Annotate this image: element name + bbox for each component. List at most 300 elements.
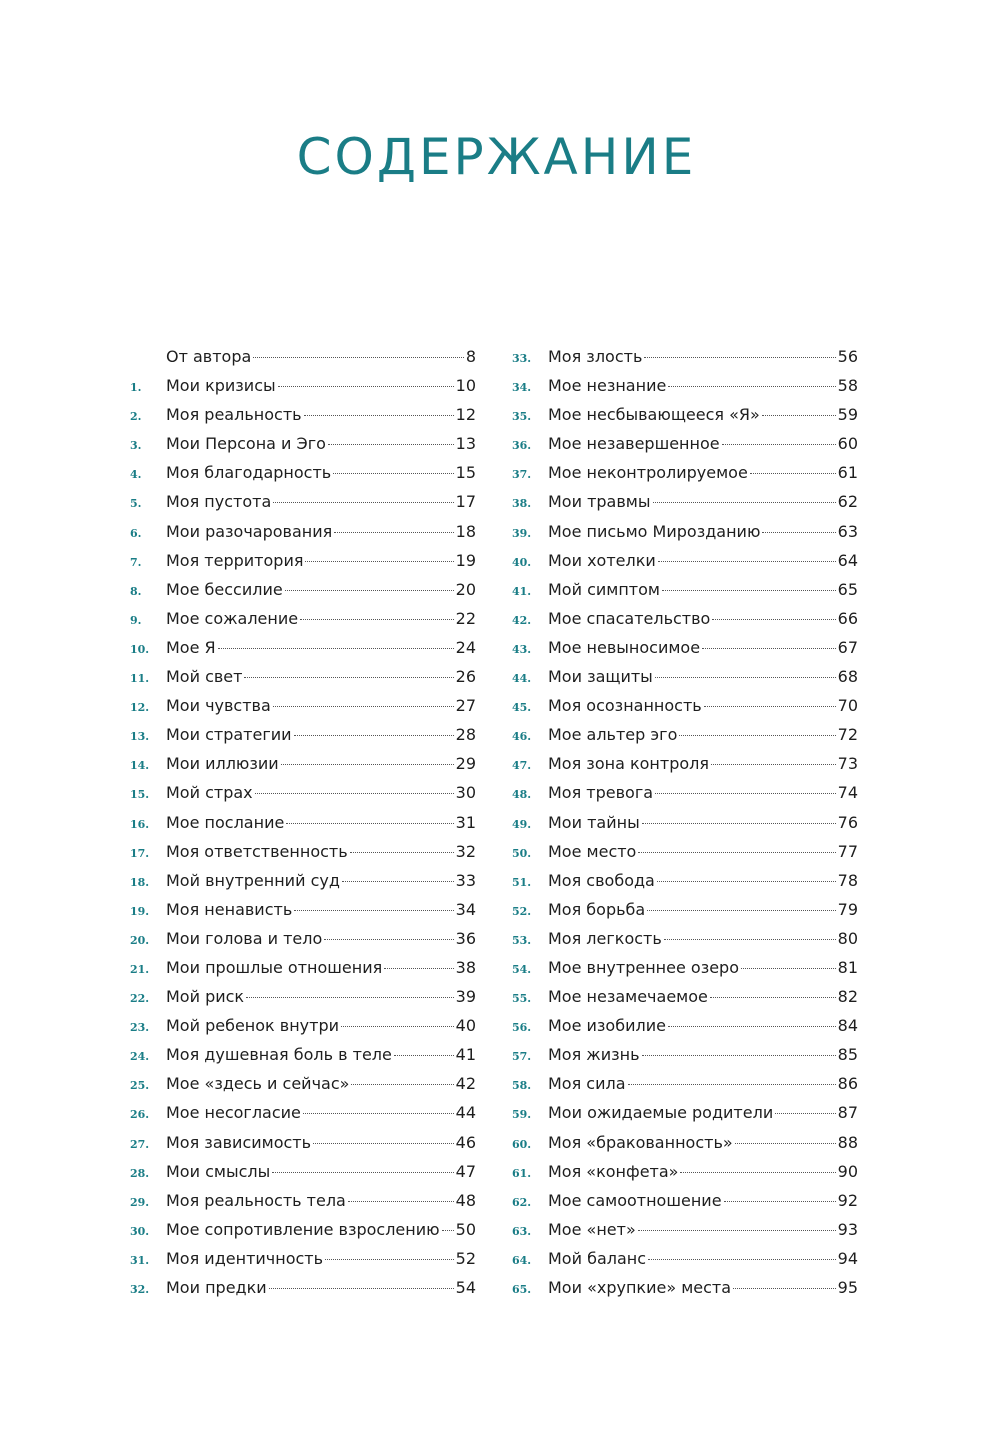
toc-entry-page-number: 88 (837, 1132, 858, 1152)
dot-leader (342, 881, 454, 882)
dot-leader (333, 473, 453, 474)
toc-entry-number: 17. (130, 846, 150, 860)
toc-entry-page-number: 70 (837, 696, 858, 716)
dot-leader (638, 852, 835, 853)
toc-entry (130, 749, 476, 778)
toc-entry (512, 953, 858, 982)
dot-leader (638, 1230, 836, 1231)
toc-entry-number: 63. (512, 1224, 532, 1238)
toc-entry-number: 42. (512, 613, 532, 627)
toc-entry-title: Мой ребенок внутри (166, 1016, 340, 1036)
toc-entry (512, 342, 858, 371)
toc-entry (130, 866, 476, 895)
toc-entry-title: Мои разочарования (166, 521, 333, 541)
toc-entry-title: Моя ответственность (166, 841, 348, 861)
toc-entry-page-number: 93 (837, 1219, 858, 1239)
toc-entry (130, 1011, 476, 1040)
toc-entry-title: Мое сопротивление взрослению (166, 1219, 440, 1239)
toc-entry-page-number: 38 (455, 957, 476, 977)
toc-entry-title: Мое неконтролируемое (548, 463, 748, 483)
toc-entry-number: 4. (130, 468, 142, 482)
toc-entry (512, 749, 858, 778)
dot-leader (281, 764, 454, 765)
toc-entry-title: Моя свобода (548, 870, 655, 890)
toc-entry-number: 16. (130, 817, 150, 831)
toc-entry-number: 53. (512, 933, 532, 947)
toc-entry-page-number: 20 (455, 579, 476, 599)
dot-leader (341, 1026, 454, 1027)
toc-entry-page-number: 92 (837, 1190, 858, 1210)
toc-entry-page-number: 27 (455, 696, 476, 716)
toc-entry-title: Мое послание (166, 812, 285, 832)
dot-leader (278, 386, 454, 387)
dot-leader (644, 357, 835, 358)
toc-entry-page-number: 32 (455, 841, 476, 861)
toc-entry-page-number: 66 (837, 608, 858, 628)
dot-leader (655, 793, 836, 794)
toc-entry-number: 46. (512, 730, 532, 744)
page-title: СОДЕРЖАНИЕ (296, 128, 697, 186)
toc-entry (130, 1098, 476, 1127)
toc-entry-page-number: 34 (455, 899, 476, 919)
toc-entry (130, 371, 476, 400)
toc-entry-page-number: 61 (837, 463, 858, 483)
toc-entry-number: 39. (512, 526, 532, 540)
dot-leader (655, 677, 836, 678)
toc-entry-title: Моя зона контроля (548, 754, 709, 774)
toc-entry-page-number: 80 (837, 928, 858, 948)
toc-entry (130, 895, 476, 924)
toc-entry-page-number: 31 (455, 812, 476, 832)
toc-entry-number: 38. (512, 497, 532, 511)
toc-entry-page-number: 77 (837, 841, 858, 861)
toc-entry-number: 43. (512, 642, 532, 656)
toc-entry-page-number: 28 (455, 725, 476, 745)
dot-leader (313, 1143, 454, 1144)
toc-entry-page-number: 82 (837, 987, 858, 1007)
toc-entry-number: 21. (130, 962, 150, 976)
toc-entry-title: Мои стратегии (166, 725, 292, 745)
toc-entry-page-number: 52 (455, 1248, 476, 1268)
dot-leader (648, 1259, 836, 1260)
toc-entry-page-number: 63 (837, 521, 858, 541)
toc-entry-title: Мои чувства (166, 696, 271, 716)
toc-entry-title: Моя пустота (166, 492, 272, 512)
toc-entry (130, 546, 476, 575)
toc-entry (512, 1069, 858, 1098)
toc-entry (512, 837, 858, 866)
toc-entry-page-number: 90 (837, 1161, 858, 1181)
toc-entry (512, 982, 858, 1011)
toc-entry (130, 1040, 476, 1069)
dot-leader (642, 1055, 836, 1056)
toc-entry-page-number: 85 (837, 1045, 858, 1065)
toc-entry-number: 22. (130, 992, 150, 1006)
dot-leader (664, 939, 836, 940)
toc-entry-number: 8. (130, 584, 142, 598)
toc-entry-title: Мое спасательство (548, 608, 711, 628)
dot-leader (680, 1172, 835, 1173)
toc-entry-number: 14. (130, 759, 150, 773)
toc-entry-number: 1. (130, 381, 142, 395)
toc-entry-number: 24. (130, 1050, 150, 1064)
toc-entry-title: Мое незавершенное (548, 434, 720, 454)
dot-leader (658, 561, 836, 562)
dot-leader (735, 1143, 836, 1144)
toc-entry (512, 808, 858, 837)
dot-leader (305, 561, 453, 562)
toc-entry-number: 51. (512, 875, 532, 889)
dot-leader (722, 444, 836, 445)
toc-entry-title: Мои смыслы (166, 1161, 271, 1181)
toc-entry-title: Мое незамечаемое (548, 987, 708, 1007)
toc-entry-page-number: 84 (837, 1016, 858, 1036)
toc-entry (130, 400, 476, 429)
toc-entry (130, 1128, 476, 1157)
toc-entry-title: Мои голова и тело (166, 928, 323, 948)
toc-entry-page-number: 39 (455, 987, 476, 1007)
toc-entry (512, 1011, 858, 1040)
toc-entry-title: Моя жизнь (548, 1045, 640, 1065)
dot-leader (348, 1201, 454, 1202)
toc-entry-title: Моя идентичность (166, 1248, 324, 1268)
toc-entry-title: Мои ожидаемые родители (548, 1103, 774, 1123)
toc-entry-page-number: 41 (455, 1045, 476, 1065)
toc-entry (512, 546, 858, 575)
toc-entry (130, 575, 476, 604)
dot-leader (712, 619, 835, 620)
toc-entry-title: Мои предки (166, 1278, 267, 1297)
dot-leader (324, 939, 453, 940)
dot-leader (285, 590, 454, 591)
toc-entry-number: 47. (512, 759, 532, 773)
toc-entry-page-number: 17 (455, 492, 476, 512)
toc-entry-title: Мое бессилие (166, 579, 283, 599)
toc-entry-number: 20. (130, 933, 150, 947)
toc-entry-number: 41. (512, 584, 532, 598)
toc-entry-page-number: 46 (455, 1132, 476, 1152)
dot-leader (304, 415, 454, 416)
toc-entry (130, 691, 476, 720)
toc-entry-title: Мои иллюзии (166, 754, 279, 774)
toc-entry (130, 429, 476, 458)
toc-entry-page-number: 72 (837, 725, 858, 745)
toc-entry (130, 1244, 476, 1273)
toc-entry-title: Моя «бракованность» (548, 1132, 733, 1152)
dot-leader (273, 502, 453, 503)
dot-leader (272, 1172, 453, 1173)
toc-entry-title: Мои прошлые отношения (166, 957, 383, 977)
dot-leader (704, 706, 836, 707)
toc-entry-title: Мои защиты (548, 667, 653, 687)
toc-entry-page-number: 13 (455, 434, 476, 454)
toc-entry (130, 1157, 476, 1186)
dot-leader (384, 968, 453, 969)
toc-entry-page-number: 79 (837, 899, 858, 919)
toc-entry-title: Мое сожаление (166, 608, 299, 628)
toc-entry-title: Мое место (548, 841, 637, 861)
dot-leader (762, 415, 836, 416)
toc-entry (512, 720, 858, 749)
toc-entry-page-number: 48 (455, 1190, 476, 1210)
toc-entry-number: 18. (130, 875, 150, 889)
toc-entry-page-number: 44 (455, 1103, 476, 1123)
toc-entry-number: 35. (512, 410, 532, 424)
toc-entry (512, 662, 858, 691)
toc-entry-title: Мои тайны (548, 812, 640, 832)
toc-entry (512, 429, 858, 458)
toc-entry (512, 1244, 858, 1273)
toc-entry-number: 33. (512, 352, 532, 365)
dot-leader (733, 1288, 836, 1289)
toc-entry (130, 837, 476, 866)
toc-column-left (130, 342, 476, 1302)
toc-entry (512, 517, 858, 546)
toc-entry (512, 778, 858, 807)
toc-entry-title: Моя территория (166, 550, 304, 570)
toc-entry-page-number: 74 (837, 783, 858, 803)
toc-entry-number: 5. (130, 497, 142, 511)
toc-entry-number: 19. (130, 904, 150, 918)
toc-entry (512, 604, 858, 633)
toc-entry (130, 720, 476, 749)
toc-entry-title: Мои травмы (548, 492, 651, 512)
toc-entry-page-number: 30 (455, 783, 476, 803)
toc-entry-number: 54. (512, 962, 532, 976)
toc-entry-title: Моя сила (548, 1074, 626, 1094)
toc-entry (130, 1273, 476, 1302)
dot-leader (286, 823, 453, 824)
toc-entry-number: 26. (130, 1108, 150, 1122)
toc-entry-page-number: 68 (837, 667, 858, 687)
dot-leader (442, 1230, 454, 1231)
toc-entry (130, 924, 476, 953)
toc-entry-page-number: 56 (837, 347, 858, 366)
toc-entry-number: 2. (130, 410, 142, 424)
toc-entry-title: Моя реальность тела (166, 1190, 346, 1210)
toc-entry-number: 32. (130, 1283, 150, 1296)
toc-entry-number: 61. (512, 1166, 532, 1180)
toc-entry-number: 45. (512, 701, 532, 715)
toc-entry (130, 1186, 476, 1215)
toc-entry (512, 458, 858, 487)
toc-entry-title: Моя злость (548, 347, 643, 366)
dot-leader (710, 997, 836, 998)
toc-entry-title: Мое несбывающееся «Я» (548, 405, 760, 425)
toc-entry-title: Мое «нет» (548, 1219, 636, 1239)
toc-entry-title: Мое «здесь и сейчас» (166, 1074, 350, 1094)
dot-leader (657, 881, 836, 882)
toc-entry-number: 48. (512, 788, 532, 802)
toc-entry-title: От автора (166, 347, 252, 366)
dot-leader (668, 1026, 836, 1027)
dot-leader (702, 648, 836, 649)
dot-leader (269, 1288, 454, 1289)
toc-entry (512, 575, 858, 604)
toc-entry (130, 662, 476, 691)
toc-entry-number: 25. (130, 1079, 150, 1093)
toc-entry-title: Мой страх (166, 783, 253, 803)
toc-entry (512, 633, 858, 662)
toc-entry (130, 604, 476, 633)
dot-leader (653, 502, 836, 503)
toc-entry-number: 36. (512, 439, 532, 453)
dot-leader (294, 735, 454, 736)
dot-leader (647, 910, 835, 911)
toc-entry (512, 691, 858, 720)
toc-entry-title: Мое альтер эго (548, 725, 678, 745)
toc-entry-number: 11. (130, 672, 150, 686)
toc-entry (130, 633, 476, 662)
toc-entry-title: Мои Персона и Эго (166, 434, 326, 454)
toc-entry-number: 57. (512, 1050, 532, 1064)
dot-leader (642, 823, 836, 824)
toc-entry-page-number: 87 (837, 1103, 858, 1123)
toc-entry-title: Мое невыносимое (548, 637, 701, 657)
toc-entry (130, 982, 476, 1011)
toc-entry-number: 30. (130, 1224, 150, 1238)
toc-entry-page-number: 36 (455, 928, 476, 948)
toc-entry-page-number: 18 (455, 521, 476, 541)
toc-column-right (512, 342, 858, 1302)
toc-entry-page-number: 59 (837, 405, 858, 425)
dot-leader (762, 532, 835, 533)
dot-leader (775, 1113, 835, 1114)
toc-entry-page-number: 58 (837, 376, 858, 396)
toc-entry-title: Моя борьба (548, 899, 646, 919)
toc-entry (130, 487, 476, 516)
dot-leader (741, 968, 836, 969)
toc-entry-title: Моя тревога (548, 783, 654, 803)
toc-entry-title: Моя душевная боль в теле (166, 1045, 392, 1065)
dot-leader (394, 1055, 454, 1056)
toc-entry-number: 56. (512, 1021, 532, 1035)
toc-entry-number: 3. (130, 439, 142, 453)
toc-entry-title: Мой баланс (548, 1248, 647, 1268)
toc-entry-number: 59. (512, 1108, 532, 1122)
toc-entry-page-number: 22 (455, 608, 476, 628)
toc-entry-page-number: 47 (455, 1161, 476, 1181)
dot-leader (244, 677, 453, 678)
dot-leader (711, 764, 836, 765)
toc-entry-title: Моя легкость (548, 928, 662, 948)
toc-entry-title: Моя реальность (166, 405, 302, 425)
toc-entry (512, 1157, 858, 1186)
dot-leader (334, 532, 453, 533)
toc-entry-page-number: 8 (465, 347, 476, 366)
toc-entry (130, 1069, 476, 1098)
toc-entry-title: Мое изобилие (548, 1016, 666, 1036)
toc-entry-page-number: 94 (837, 1248, 858, 1268)
toc-entry-title: Мое письмо Мирозданию (548, 521, 761, 541)
toc-entry-number: 58. (512, 1079, 532, 1093)
dot-leader (294, 910, 453, 911)
toc-entry-title: Мое самоотношение (548, 1190, 722, 1210)
toc-entry (512, 1273, 858, 1302)
dot-leader (325, 1259, 454, 1260)
toc-entry-title: Мой свет (166, 667, 243, 687)
toc-entry (130, 517, 476, 546)
dot-leader (724, 1201, 836, 1202)
toc-entry-title: Моя осознанность (548, 696, 702, 716)
toc-entry-page-number: 24 (455, 637, 476, 657)
toc-entry (512, 1186, 858, 1215)
toc-entry-number: 31. (130, 1253, 150, 1267)
toc-entry-page-number: 10 (455, 376, 476, 396)
toc-entry-number: 52. (512, 904, 532, 918)
toc-entry-page-number: 78 (837, 870, 858, 890)
toc-entry-number: 37. (512, 468, 532, 482)
toc-entry-title: Мои хотелки (548, 550, 656, 570)
toc-entry (512, 924, 858, 953)
toc-entry-number: 49. (512, 817, 532, 831)
toc-entry-number: 40. (512, 555, 532, 569)
toc-entry-page-number: 42 (455, 1074, 476, 1094)
toc-entry-title: Моя благодарность (166, 463, 332, 483)
toc-entry-title: Мой внутренний суд (166, 870, 340, 890)
toc-entry (512, 866, 858, 895)
toc-entry-page-number: 95 (837, 1278, 858, 1297)
dot-leader (662, 590, 836, 591)
toc-entry-page-number: 86 (837, 1074, 858, 1094)
toc-entry-page-number: 81 (837, 957, 858, 977)
toc-entry-number: 15. (130, 788, 150, 802)
toc-entry-title: Моя зависимость (166, 1132, 312, 1152)
toc-entry-title: Мой риск (166, 987, 245, 1007)
toc-entry-title: Мое незнание (548, 376, 667, 396)
dot-leader (679, 735, 835, 736)
toc-entry-number: 60. (512, 1137, 532, 1151)
dot-leader (273, 706, 454, 707)
toc-entry (512, 1098, 858, 1127)
dot-leader (253, 357, 464, 358)
toc-entry-page-number: 73 (837, 754, 858, 774)
toc-entry-number: 29. (130, 1195, 150, 1209)
toc-entry (512, 1128, 858, 1157)
toc-entry (512, 487, 858, 516)
toc-entry (512, 1040, 858, 1069)
toc-entry-number: 7. (130, 555, 142, 569)
toc-entry-number: 50. (512, 846, 532, 860)
toc-entry-number: 55. (512, 992, 532, 1006)
toc-entry-title: Моя ненависть (166, 899, 293, 919)
toc-entry-title: Мои кризисы (166, 376, 276, 396)
toc-entry-title: Мой симптом (548, 579, 660, 599)
toc-entry-page-number: 65 (837, 579, 858, 599)
toc-entry (512, 895, 858, 924)
toc-entry (130, 458, 476, 487)
toc-entry-page-number: 64 (837, 550, 858, 570)
toc-entry-title: Мое внутреннее озеро (548, 957, 739, 977)
toc-entry-number: 6. (130, 526, 142, 540)
toc-entry-title: Моя «конфета» (548, 1161, 679, 1181)
toc-entry-number: 12. (130, 701, 150, 715)
dot-leader (328, 444, 454, 445)
dot-leader (300, 619, 454, 620)
toc-entry-number: 10. (130, 642, 150, 656)
toc-entry-number: 62. (512, 1195, 532, 1209)
toc-entry-page-number: 60 (837, 434, 858, 454)
toc-entry-number: 65. (512, 1283, 532, 1296)
toc-entry (512, 1215, 858, 1244)
toc-entry-number: 9. (130, 613, 142, 627)
toc-entry-title: Мое Я (166, 637, 216, 657)
toc-entry (130, 1215, 476, 1244)
dot-leader (350, 852, 454, 853)
toc-entry-page-number: 12 (455, 405, 476, 425)
dot-leader (750, 473, 836, 474)
toc-entry-number: 44. (512, 672, 532, 686)
